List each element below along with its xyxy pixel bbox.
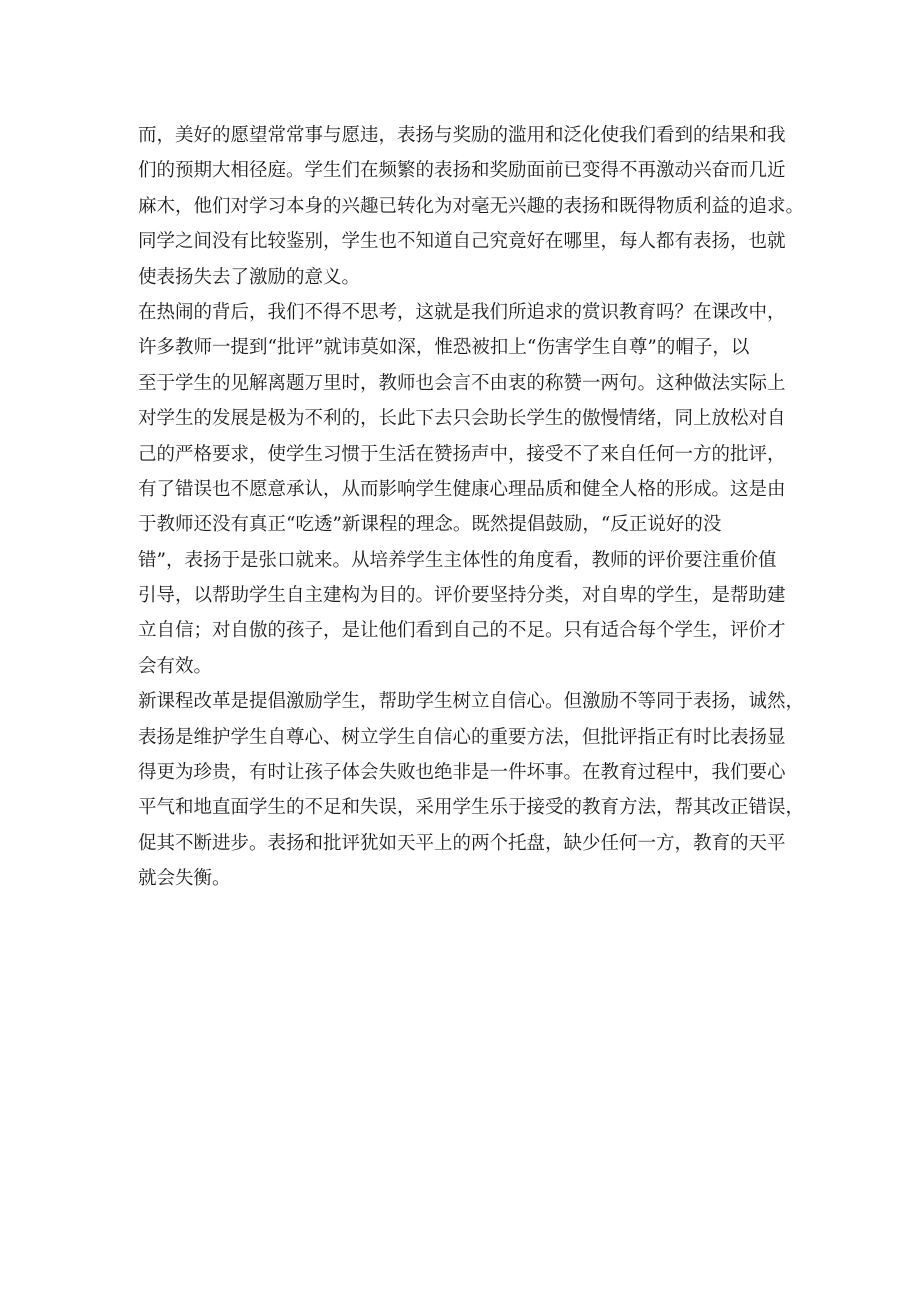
text-line: 许多教师一提到“批评”就讳莫如深，惟恐被扣上“伤害学生自尊”的帽子，以	[138, 337, 750, 359]
text-line: 引导，以帮助学生自主建构为目的。评价要坚持分类，对自卑的学生，是帮助建	[138, 585, 786, 607]
text-line: 己的严格要求，使学生习惯于生活在赞扬声中，接受不了来自任何一方的批评，	[138, 443, 786, 465]
text-line: 错”，表扬于是张口就来。从培养学生主体性的角度看，教师的评价要注重价值	[138, 549, 777, 571]
text-line: 同学之间没有比较鉴别，学生也不知道自己究竟好在哪里，每人都有表扬，也就	[138, 231, 786, 253]
text-line: 得更为珍贵，有时让孩子体会失败也绝非是一件坏事。在教育过程中，我们要心	[138, 762, 786, 784]
text-line: 促其不断进步。表扬和批评犹如天平上的两个托盘，缺少任何一方，教育的天平	[138, 832, 786, 854]
text-line: 在热闹的背后，我们不得不思考，这就是我们所追求的赏识教育吗？在课改中，	[138, 301, 786, 323]
text-line: 立自信；对自傲的孩子，是让他们看到自己的不足。只有适合每个学生，评价才	[138, 620, 786, 642]
text-line: 于教师还没有真正“吃透”新课程的理念。既然提倡鼓励，“反正说好的没	[138, 514, 722, 536]
text-line: 使表扬失去了激励的意义。	[138, 266, 361, 288]
text-line: 表扬是维护学生自尊心、树立学生自信心的重要方法，但批评指正有时比表扬显	[138, 726, 786, 748]
text-line: 新课程改革是提倡激励学生，帮助学生树立自信心。但激励不等同于表扬，诚然，	[138, 691, 805, 713]
text-line: 至于学生的见解离题万里时，教师也会言不由衷的称赞一两句。这种做法实际上	[138, 372, 786, 394]
paragraph-1	[138, 118, 818, 295]
text-line: 就会失衡。	[138, 868, 231, 890]
text-line: 麻木，他们对学习本身的兴趣已转化为对毫无兴趣的表扬和既得物质利益的追求。	[138, 195, 805, 217]
text-line: 对学生的发展是极为不利的，长此下去只会助长学生的傲慢情绪，同上放松对自	[138, 408, 786, 430]
text-line: 平气和地直面学生的不足和失误，采用学生乐于接受的教育方法，帮其改正错误，	[138, 797, 805, 819]
text-line: 们的预期大相径庭。学生们在频繁的表扬和奖励面前已变得不再激动兴奋而几近	[138, 160, 786, 182]
document-body	[138, 118, 818, 897]
text-line: 会有效。	[138, 655, 213, 677]
paragraph-2	[138, 295, 818, 684]
text-line: 而，美好的愿望常常事与愿违，表扬与奖励的滥用和泛化使我们看到的结果和我	[138, 125, 786, 146]
text-line: 有了错误也不愿意承认，从而影响学生健康心理品质和健全人格的形成。这是由	[138, 478, 786, 500]
paragraph-3	[138, 684, 818, 896]
